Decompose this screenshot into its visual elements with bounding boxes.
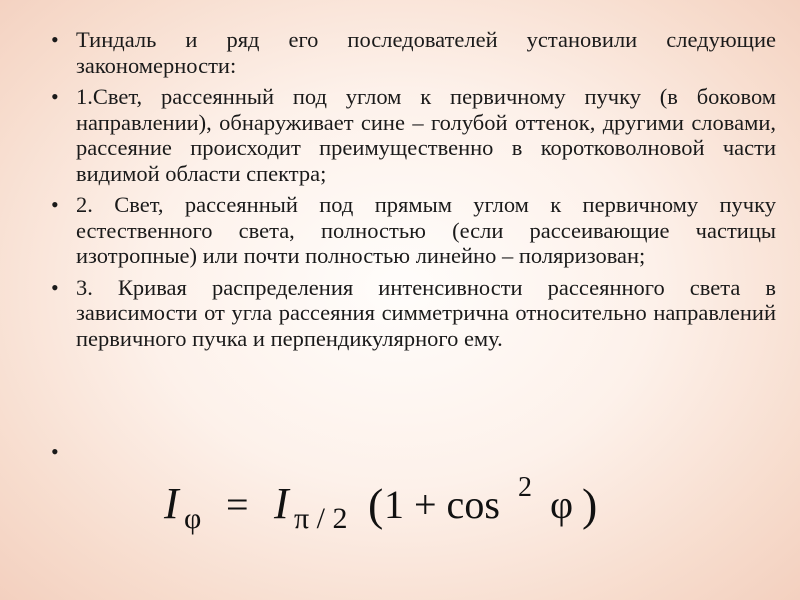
bullet-item [46, 275, 776, 352]
bullet-marker: • [51, 274, 59, 300]
formula-equals: = [226, 482, 249, 527]
bullet-text: 1.Свет, рассеянный под углом к первичному пучку (в боковом направлении), обнаруживает сине – голубой оттенок, другими словами, рассеяние происходит преимущественно в коротковолновой части видимой области спектра; [76, 84, 776, 186]
formula-lhs-symbol: I [164, 479, 179, 528]
empty-bullet-marker: • [51, 439, 59, 464]
bullet-text: 2. Свет, рассеянный под прямым углом к первичному пучку естественного света, полностью (если рассеивающие частицы изотропные) или почти полностью линейно – поляризован; [76, 192, 776, 268]
bullet-item [46, 27, 776, 78]
formula-close-paren: ) [582, 479, 598, 530]
formula-one-plus-cos: 1 + cos [384, 482, 500, 527]
bullet-text: 3. Кривая распределения интенсивности рассеянного света в зависимости от угла рассеяния симметрична относительно направлений первичного пучка и перпендикулярного ему. [76, 274, 776, 351]
bullet-list [46, 27, 776, 357]
formula-rhs-subscript: π / 2 [294, 502, 348, 535]
bullet-marker: • [51, 192, 59, 217]
formula-argument: φ [550, 482, 574, 527]
bullet-marker: • [51, 84, 59, 109]
formula-open-paren: ( [368, 479, 384, 530]
formula-lhs-subscript: φ [184, 502, 202, 535]
formula [162, 468, 622, 538]
formula-svg [162, 468, 622, 538]
bullet-item [46, 84, 776, 186]
bullet-item [46, 192, 776, 269]
formula-exponent: 2 [518, 472, 532, 503]
bullet-marker: • [51, 27, 59, 52]
bullet-text: Тиндаль и ряд его последователей установили следующие закономерности: [76, 27, 776, 78]
formula-rhs-symbol: I [274, 479, 289, 528]
